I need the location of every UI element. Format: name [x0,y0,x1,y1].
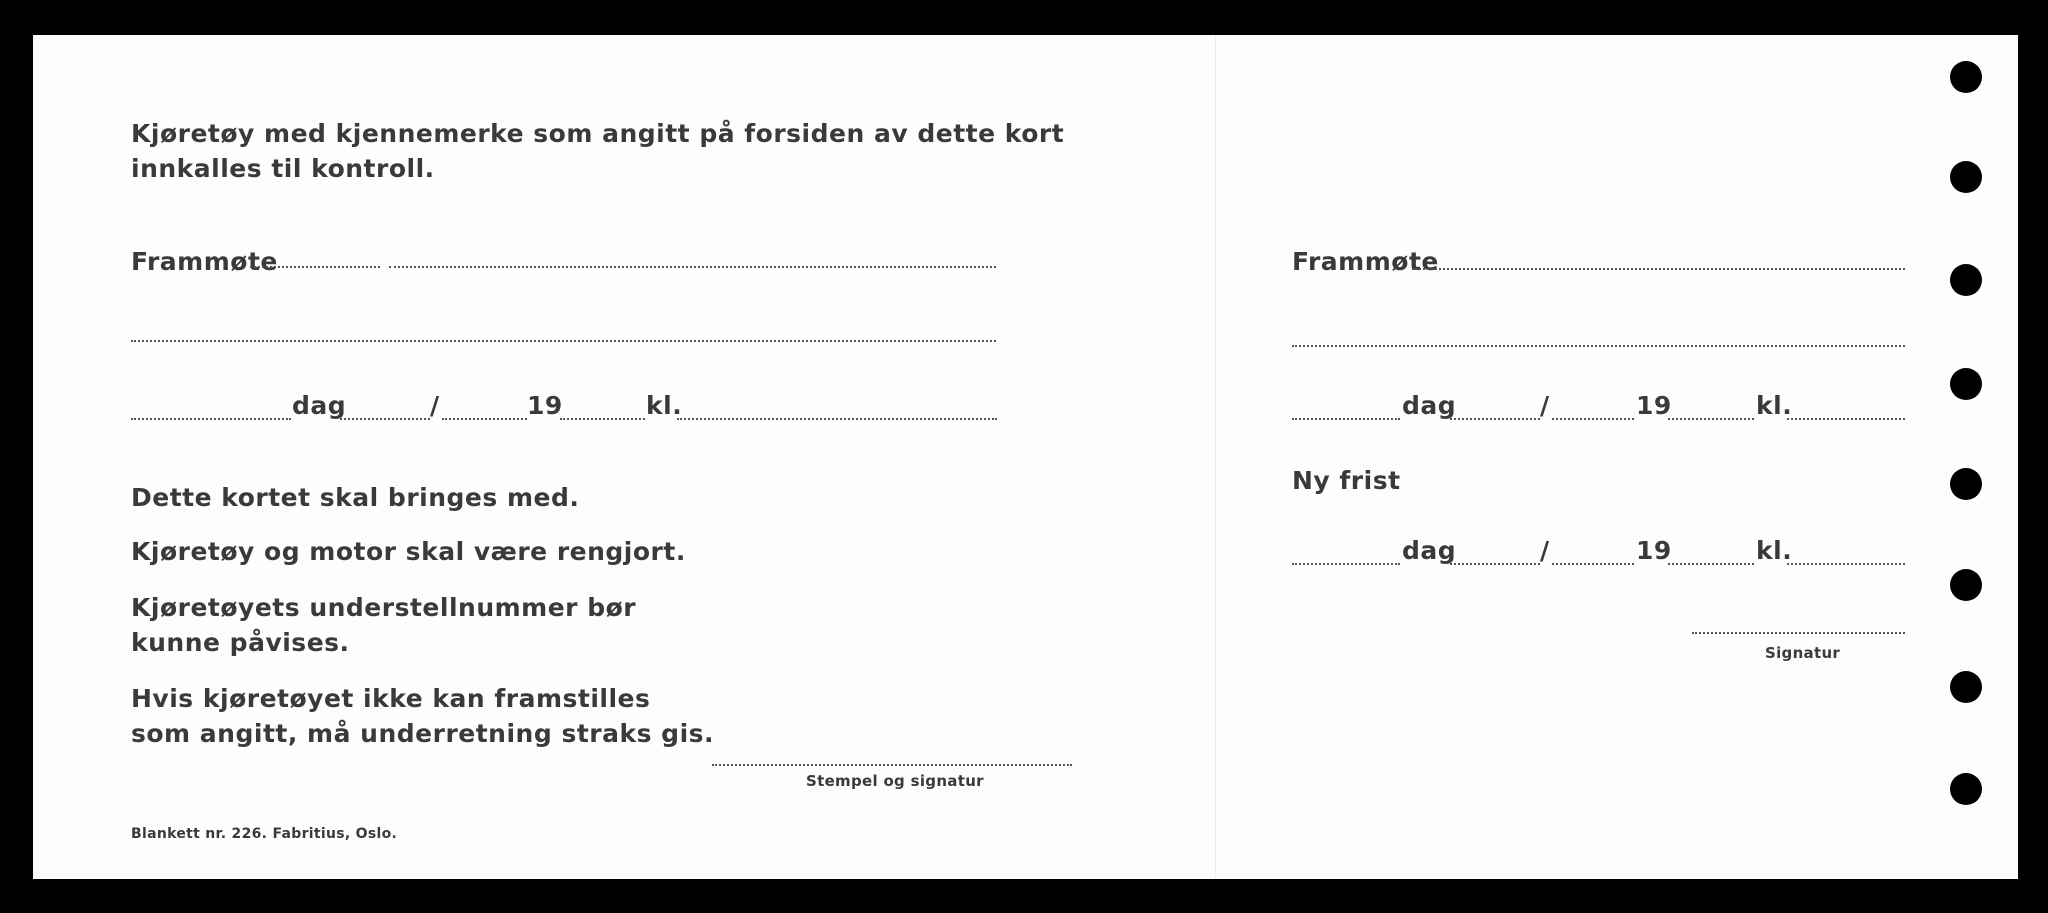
punch-hole [1950,569,1982,601]
new-kl-label: kl. [1756,536,1793,565]
punch-hole [1950,368,1982,400]
right-frammote-field[interactable] [1412,268,1905,270]
note-bring-card: Dette kortet skal bringes med. [131,483,580,512]
note-chassis-line1: Kjøretøyets understellnummer bør [131,593,637,622]
stamp-signature-label: Stempel og signatur [806,772,984,790]
right-time-field[interactable] [1787,418,1905,420]
day-field[interactable] [340,418,430,420]
note-notify-line1: Hvis kjøretøyet ikke kan framstilles [131,684,651,713]
kl-label: kl. [646,391,683,420]
note-notify-line2: som angitt, må underretning straks gis. [131,719,715,748]
dag-label: dag [292,391,347,420]
right-date-slash: / [1540,391,1550,420]
new-time-field[interactable] [1787,563,1905,565]
right-year-prefix: 19 [1636,391,1672,420]
right-frammote-label: Frammøte [1292,247,1439,276]
punch-hole [1950,773,1982,805]
signature-field[interactable] [1692,632,1905,634]
intro-text-line1: Kjøretøy med kjennemerke som angitt på forsiden av dette kort [131,119,1065,148]
intro-text-line2: innkalles til kontroll. [131,154,435,183]
right-day-field[interactable] [1450,418,1540,420]
right-weekday-field[interactable] [1292,418,1400,420]
new-month-field[interactable] [1552,563,1634,565]
right-dag-label: dag [1402,391,1457,420]
signature-label: Signatur [1765,644,1841,662]
new-dag-label: dag [1402,536,1457,565]
new-year-prefix: 19 [1636,536,1672,565]
weekday-field[interactable] [131,418,291,420]
punch-hole [1950,264,1982,296]
right-kl-label: kl. [1756,391,1793,420]
year-field[interactable] [560,418,645,420]
punch-hole [1950,161,1982,193]
right-month-field[interactable] [1552,418,1634,420]
stamp-signature-field[interactable] [712,764,1072,766]
form-footer: Blankett nr. 226. Fabritius, Oslo. [131,826,398,842]
ny-frist-label: Ny frist [1292,466,1401,495]
address-field[interactable] [131,340,996,342]
new-year-field[interactable] [1668,563,1754,565]
punch-hole [1950,61,1982,93]
month-field[interactable] [442,418,527,420]
punch-hole [1950,468,1982,500]
year-prefix: 19 [527,391,563,420]
new-weekday-field[interactable] [1292,563,1400,565]
frammote-field-cont[interactable] [389,266,996,268]
new-day-field[interactable] [1450,563,1540,565]
date-slash: / [430,391,440,420]
right-year-field[interactable] [1668,418,1754,420]
frammote-label: Frammøte [131,247,278,276]
punch-hole [1950,671,1982,703]
new-date-slash: / [1540,536,1550,565]
fold-line [1215,35,1216,879]
note-clean-vehicle: Kjøretøy og motor skal være rengjort. [131,537,686,566]
frammote-field[interactable] [250,266,380,268]
time-field[interactable] [677,418,997,420]
right-address-field[interactable] [1292,345,1905,347]
note-chassis-line2: kunne påvises. [131,628,350,657]
